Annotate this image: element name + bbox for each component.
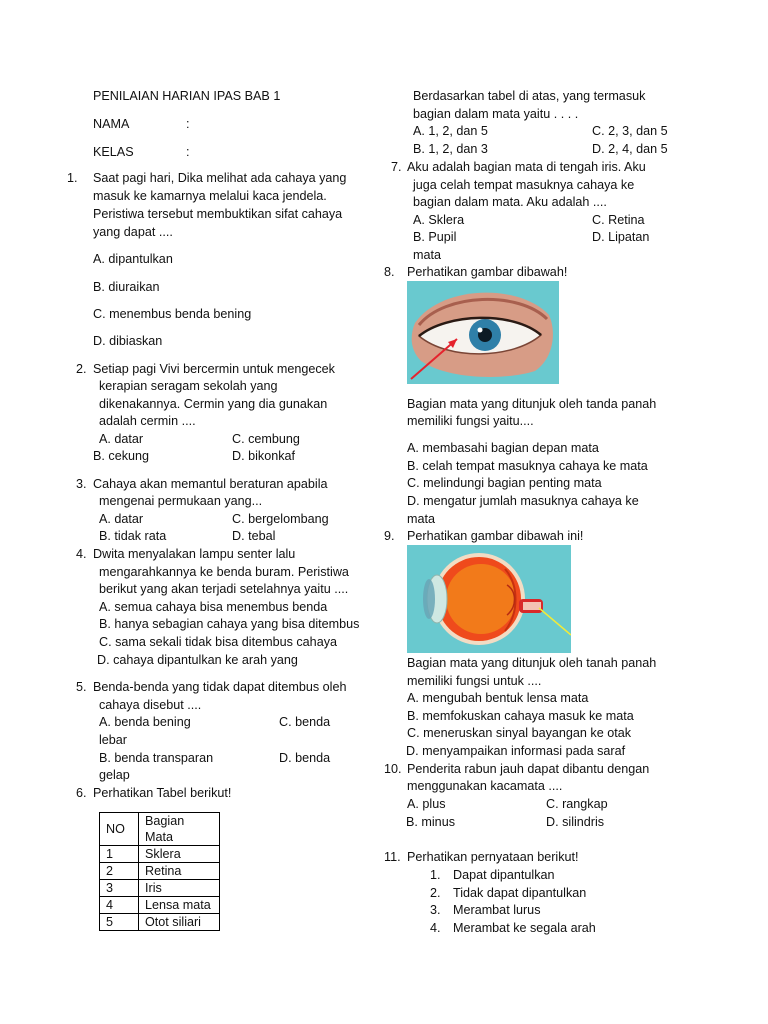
statement-number: 4.: [430, 921, 441, 935]
eye-photo: [407, 281, 559, 384]
table-row: [100, 914, 220, 931]
question-number: 8.: [384, 265, 395, 279]
question-text-line: memiliki fungsi untuk ....: [407, 674, 542, 688]
answer-option[interactable]: B. 1, 2, dan 3: [413, 142, 488, 156]
answer-option[interactable]: C. Retina: [592, 213, 645, 227]
table-row: [100, 897, 220, 914]
question-text-line: bagian dalam mata yaitu . . . .: [413, 107, 579, 121]
answer-option[interactable]: D. tebal: [232, 529, 276, 543]
question-number: 1.: [67, 171, 78, 185]
answer-option[interactable]: C. sama sekali tidak bisa ditembus cahaya: [99, 635, 337, 649]
table-cell: Lensa mata: [139, 897, 220, 914]
table-row: [100, 880, 220, 897]
answer-option[interactable]: B. Pupil: [413, 230, 457, 244]
question-text-line: cahaya disebut ....: [99, 698, 202, 712]
answer-option[interactable]: C. bergelombang: [232, 512, 329, 526]
question-text-line: Bagian mata yang ditunjuk oleh tanah panah: [407, 656, 657, 670]
question-text-line: Cahaya akan memantul beraturan apabila: [93, 477, 328, 491]
question-number: 2.: [76, 362, 87, 376]
answer-option[interactable]: A. semua cahaya bisa menembus benda: [99, 600, 328, 614]
table-row: [100, 863, 220, 880]
question-text-line: adalah cermin ....: [99, 414, 196, 428]
statement-text: Merambat lurus: [453, 903, 541, 917]
question-number: 4.: [76, 547, 87, 561]
statement-number: 3.: [430, 903, 441, 917]
question-text-line: mengarahkannya ke benda buram. Peristiwa: [99, 565, 349, 579]
answer-option[interactable]: B. tidak rata: [99, 529, 167, 543]
answer-option[interactable]: B. diuraikan: [93, 280, 160, 294]
question-text-line: kerapian seragam sekolah yang: [99, 379, 278, 393]
name-label: NAMA: [93, 117, 130, 131]
answer-option[interactable]: C. meneruskan sinyal bayangan ke otak: [407, 726, 632, 740]
question-text-line: memiliki fungsi yaitu....: [407, 414, 534, 428]
table-cell: 5: [100, 914, 139, 931]
statement-text: Merambat ke segala arah: [453, 921, 596, 935]
eye-parts-table: [99, 812, 220, 931]
answer-option[interactable]: A. datar: [99, 432, 144, 446]
table-header-cell: NO: [100, 813, 139, 846]
answer-option[interactable]: D. bikonkaf: [232, 449, 295, 463]
answer-option[interactable]: A. membasahi bagian depan mata: [407, 441, 599, 455]
answer-option[interactable]: A. benda bening: [99, 715, 191, 729]
answer-option-wrap: mata: [413, 248, 441, 262]
statement-text: Dapat dipantulkan: [453, 868, 555, 882]
question-text-line: juga celah tempat masuknya cahaya ke: [413, 178, 635, 192]
answer-option[interactable]: B. minus: [406, 815, 455, 829]
answer-option[interactable]: A. 1, 2, dan 5: [413, 124, 488, 138]
answer-option-wrap: mata: [407, 512, 435, 526]
question-number: 3.: [76, 477, 87, 491]
question-text-line: Dwita menyalakan lampu senter lalu: [93, 547, 296, 561]
answer-option[interactable]: C. benda: [279, 715, 331, 729]
question-text-line: Benda-benda yang tidak dapat ditembus oleh: [93, 680, 347, 694]
table-header-row: [100, 813, 220, 846]
question-number: 9.: [384, 529, 395, 543]
class-colon: :: [186, 145, 190, 159]
class-label: KELAS: [93, 145, 134, 159]
question-number: 11.: [384, 850, 401, 864]
table-cell: 2: [100, 863, 139, 880]
question-text-line: Perhatikan gambar dibawah!: [407, 265, 568, 279]
question-text-line: menggunakan kacamata ....: [407, 779, 563, 793]
answer-option[interactable]: B. cekung: [93, 449, 150, 463]
answer-option[interactable]: B. hanya sebagian cahaya yang bisa ditembus: [99, 617, 360, 631]
question-number: 10.: [384, 762, 402, 776]
answer-option[interactable]: C. melindungi bagian penting mata: [407, 476, 602, 490]
table-cell: Retina: [139, 863, 220, 880]
question-text-line: Perhatikan pernyataan berikut!: [407, 850, 579, 864]
question-text-line: yang dapat ....: [93, 225, 173, 239]
eyeball-illustration: [407, 545, 571, 653]
answer-option[interactable]: D. cahaya dipantulkan ke arah yang: [97, 653, 298, 667]
question-number: 5.: [76, 680, 87, 694]
statement-text: Tidak dapat dipantulkan: [453, 886, 587, 900]
answer-option-wrap: lebar: [99, 733, 128, 747]
answer-option[interactable]: D. 2, 4, dan 5: [592, 142, 668, 156]
question-text-line: dikenakannya. Cermin yang dia gunakan: [99, 397, 328, 411]
answer-option[interactable]: B. benda transparan: [99, 751, 214, 765]
answer-option[interactable]: D. benda: [279, 751, 331, 765]
statement-number: 1.: [430, 868, 441, 882]
table-header-cell: Bagian Mata: [139, 813, 220, 846]
question-text-line: Saat pagi hari, Dika melihat ada cahaya yang: [93, 171, 347, 185]
question-text-line: Bagian mata yang ditunjuk oleh tanda panah: [407, 397, 657, 411]
eyeball-cross-section: [407, 545, 571, 653]
answer-option[interactable]: A. dipantulkan: [93, 252, 173, 266]
name-colon: :: [186, 117, 190, 131]
answer-option[interactable]: D. mengatur jumlah masuknya cahaya ke: [407, 494, 639, 508]
table-cell: 1: [100, 846, 139, 863]
question-number: 6.: [76, 786, 87, 800]
question-text-line: Penderita rabun jauh dapat dibantu dengan: [407, 762, 650, 776]
answer-option[interactable]: B. celah tempat masuknya cahaya ke mata: [407, 459, 648, 473]
question-number: 7.: [391, 160, 402, 174]
answer-option[interactable]: B. memfokuskan cahaya masuk ke mata: [407, 709, 634, 723]
answer-option[interactable]: A. datar: [99, 512, 144, 526]
table-cell: Sklera: [139, 846, 220, 863]
table-cell: 3: [100, 880, 139, 897]
answer-option[interactable]: D. menyampaikan informasi pada saraf: [406, 744, 626, 758]
question-text-line: Aku adalah bagian mata di tengah iris. Aku: [407, 160, 646, 174]
answer-option[interactable]: A. mengubah bentuk lensa mata: [407, 691, 589, 705]
question-text-line: bagian dalam mata. Aku adalah ....: [413, 195, 607, 209]
answer-option[interactable]: D. dibiaskan: [93, 334, 163, 348]
question-text-line: berikut yang akan terjadi setelahnya yaitu ....: [99, 582, 349, 596]
answer-option[interactable]: C. rangkap: [546, 797, 608, 811]
question-text-line: Peristiwa tersebut membuktikan sifat cahaya: [93, 207, 343, 221]
answer-option[interactable]: A. plus: [407, 797, 446, 811]
eye-illustration: [407, 281, 559, 384]
table-row: [100, 846, 220, 863]
page-title: PENILAIAN HARIAN IPAS BAB 1: [93, 89, 281, 103]
answer-option[interactable]: A. Sklera: [413, 213, 465, 227]
statement-number: 2.: [430, 886, 441, 900]
answer-option[interactable]: D. Lipatan: [592, 230, 650, 244]
table-cell: Otot siliari: [139, 914, 220, 931]
answer-option-wrap: gelap: [99, 768, 130, 782]
table-cell: 4: [100, 897, 139, 914]
answer-option[interactable]: D. silindris: [546, 815, 605, 829]
question-text-line: Setiap pagi Vivi bercermin untuk mengecek: [93, 362, 335, 376]
answer-option[interactable]: C. 2, 3, dan 5: [592, 124, 668, 138]
answer-option[interactable]: C. menembus benda bening: [93, 307, 252, 321]
question-text-line: masuk ke kamarnya melalui kaca jendela.: [93, 189, 327, 203]
question-text-line: Berdasarkan tabel di atas, yang termasuk: [413, 89, 646, 103]
table-cell: Iris: [139, 880, 220, 897]
answer-option[interactable]: C. cembung: [232, 432, 300, 446]
question-text-line: Perhatikan gambar dibawah ini!: [407, 529, 584, 543]
question-text-line: Perhatikan Tabel berikut!: [93, 786, 232, 800]
question-text-line: mengenai permukaan yang...: [99, 494, 263, 508]
